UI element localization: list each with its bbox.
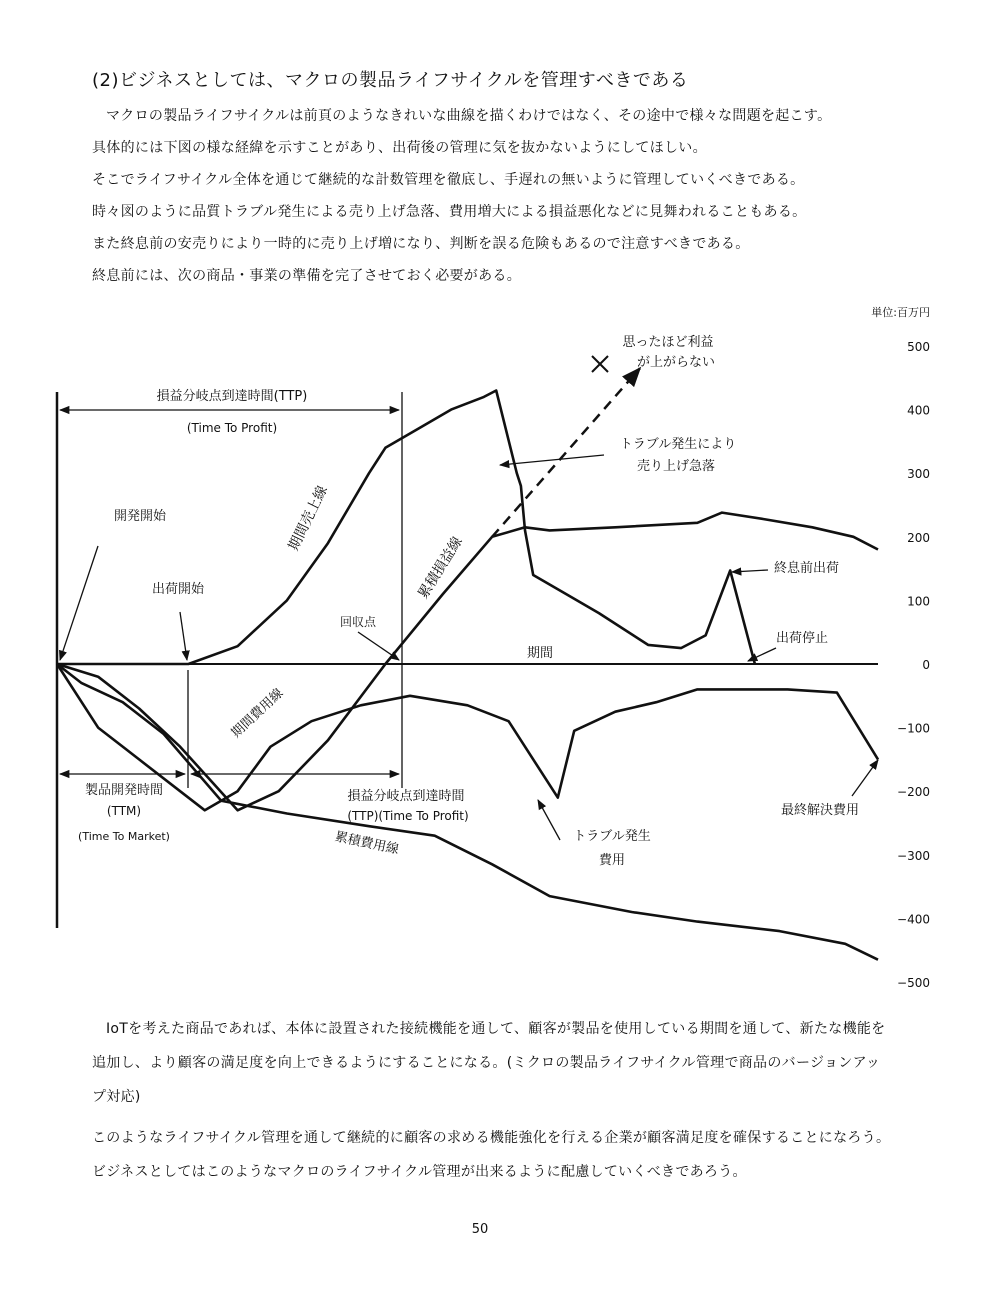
pre-end-ship-label: 終息前出荷 — [774, 561, 840, 576]
iot-paragraph: IoTを考えた商品であれば、本体に設置された接続機能を通して、顧客が製品を使用している期間を通して、新たな機能を追加し、より顧客の満足度を向上できるようにすることになる。(ミクロの製品ライフサイクル管理で商品のバージョンアップ対応) — [92, 1021, 886, 1105]
y-tick-label: 200 — [907, 530, 930, 545]
trouble-sales-label-1: トラブル発生により — [619, 437, 737, 452]
y-tick-label: 100 — [907, 594, 930, 609]
intro-paragraph — [92, 100, 892, 292]
y-tick-label: −400 — [897, 912, 930, 927]
trouble-cost-label-1: トラブル発生 — [573, 829, 651, 844]
y-tick-label: −200 — [897, 785, 930, 800]
y-tick-label: 400 — [907, 403, 930, 418]
page-number: 50 — [471, 1222, 489, 1237]
cum-profit-label: 累積損益線 — [415, 533, 466, 602]
y-tick-label: −100 — [897, 721, 930, 736]
ttp-bottom-label-2: (TTP)(Time To Profit) — [347, 809, 469, 823]
intro-line: 具体的には下図の様な経緯を示すことがあり、出荷後の管理に気を抜かないようにしてほしい。 — [92, 140, 707, 156]
y-tick-label: 0 — [922, 658, 930, 672]
period-cost-line — [57, 664, 878, 810]
ship-start-arrow — [180, 612, 187, 660]
not-profit-label-2: が上がらない — [636, 355, 716, 370]
dev-start-label: 開発開始 — [113, 509, 167, 524]
y-tick-label: 500 — [907, 340, 930, 354]
y-tick-labels — [897, 340, 930, 990]
conclusion-paragraph: このようなライフサイクル管理を通して継続的に顧客の求める機能強化を行える企業が顧客満足度を確保することになろう。ビジネスとしてはこのようなマクロのライフサイクル管理が出来るように配慮していくべきであろう。 — [92, 1130, 891, 1180]
section-heading: (2)ビジネスとしては、マクロの製品ライフサイクルを管理すべきである — [92, 70, 689, 91]
ttm-label-1: 製品開発時間 — [84, 783, 164, 798]
cum-cost-label: 累積費用線 — [333, 829, 401, 858]
trouble-cost-label-2: 費用 — [598, 853, 626, 868]
trouble-sales-arrow — [500, 455, 604, 465]
y-tick-label: −300 — [897, 848, 930, 863]
y-tick-label: 300 — [907, 467, 930, 482]
not-profit-label-1: 思ったほど利益 — [622, 335, 714, 350]
ship-stop-label: 出荷停止 — [776, 631, 829, 646]
ship-start-label: 出荷開始 — [151, 582, 205, 597]
series-group — [57, 391, 878, 960]
period-axis-label: 期間 — [526, 646, 554, 661]
pre-end-ship-arrow — [732, 570, 768, 572]
x-mark-icon — [592, 356, 608, 372]
trouble-sales-label-2: 売り上げ急落 — [636, 459, 716, 474]
y-tick-label: −500 — [897, 976, 930, 990]
trouble-cost-arrow — [538, 800, 560, 840]
intro-line: 時々図のように品質トラブル発生による売り上げ急落、費用増大による損益悪化などに見舞われることもある。 — [92, 204, 807, 220]
final-cost-arrow — [852, 760, 878, 796]
period-sales-line — [57, 391, 755, 665]
ttp-top-label: 損益分岐点到達時間(TTP) — [156, 389, 308, 404]
ttp-top-sub-label: (Time To Profit) — [186, 421, 278, 435]
projection-line — [492, 368, 640, 537]
ttm-label-2: (TTM) — [106, 804, 142, 818]
dev-start-arrow — [60, 546, 98, 660]
intro-line: マクロの製品ライフサイクルは前頁のようなきれいな曲線を描くわけではなく、その途中で様々な問題を起こす。 — [106, 108, 832, 124]
intro-line: また終息前の安売りにより一時的に売り上げ増になり、判断を誤る危険もあるので注意すべきである。 — [92, 236, 750, 252]
recovery-arrow — [358, 632, 399, 660]
recovery-label: 回収点 — [339, 615, 377, 629]
final-cost-label: 最終解決費用 — [780, 803, 860, 818]
period-sales-label: 期間売上線 — [285, 483, 331, 554]
ttp-bottom-label-1: 損益分岐点到達時間 — [347, 789, 465, 804]
intro-line: そこでライフサイクル全体を通じて継続的な計数管理を徹底し、手遅れの無いように管理していくべきである。 — [92, 172, 805, 188]
lifecycle-chart — [0, 290, 1000, 1000]
period-cost-label: 期間費用線 — [228, 685, 287, 742]
unit-label: 単位:百万円 — [871, 306, 930, 319]
ttm-label-3: (Time To Market) — [78, 830, 170, 843]
intro-line: 終息前には、次の商品・事業の準備を完了させておく必要がある。 — [92, 268, 521, 284]
